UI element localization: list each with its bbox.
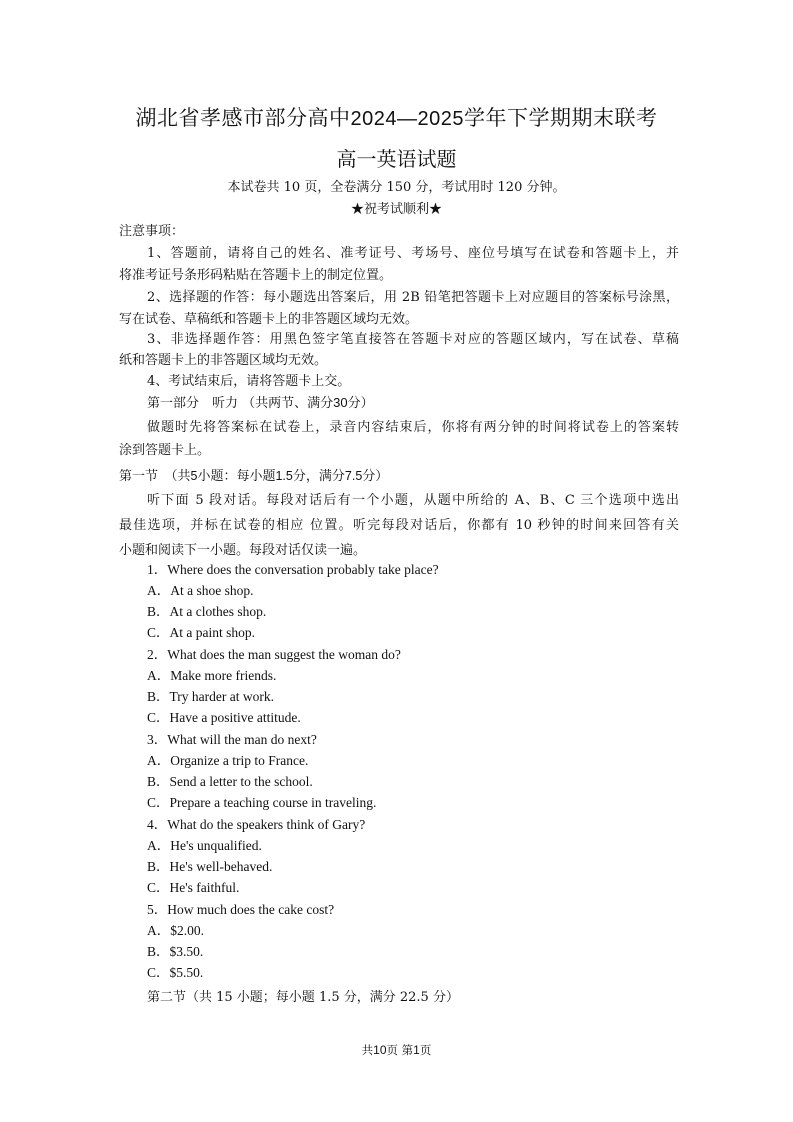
section1-total: 7.5 xyxy=(344,469,363,483)
section1-count: 5 xyxy=(190,469,198,483)
section1-post: 分） xyxy=(362,469,389,484)
question-4-option-c: C．He's faithful. xyxy=(147,880,240,895)
part1-instruction-line-2: 涂到答题卡上。 xyxy=(119,443,211,458)
part1-points: 30 xyxy=(333,395,348,410)
part1-heading-end: 分） xyxy=(347,396,374,411)
section1-each: 1.5 xyxy=(275,469,293,483)
question-5-option-c: C．$5.50. xyxy=(147,965,204,980)
part1-heading-text: 第一部分 听力 （共两节、满分 xyxy=(147,396,334,411)
question-1-option-a: A．At a shoe shop. xyxy=(147,583,254,598)
question-2-option-c: C．Have a positive attitude. xyxy=(147,710,301,725)
footer-current-page: 1 xyxy=(413,1043,420,1057)
question-3-option-a: A．Organize a trip to France. xyxy=(147,753,309,768)
note-1-line-1: 1、答题前，请将自己的姓名、准考证号、考场号、座位号填写在试卷和答题卡上，并 xyxy=(147,246,679,261)
question-3-option-c: C．Prepare a teaching course in traveling. xyxy=(147,795,377,810)
title-school: 湖北省孝感市部分高中 xyxy=(135,106,351,130)
question-1-option-b: B．At a clothes shop. xyxy=(147,604,267,619)
section1-pre: 第一节 （共 xyxy=(119,469,191,484)
question-5: 5．How much does the cake cost? xyxy=(147,902,335,917)
section1-instruction-line-2: 最佳选项，并标在试卷的相应 位置。听完每段对话后，你都有 10 秒钟的时间来回答有关 xyxy=(119,518,679,533)
note-2-line-1: 2、选择题的作答：每小题选出答案后，用 2B 铅笔把答题卡上对应题目的答案标号涂黑， xyxy=(147,290,679,305)
question-5-option-b: B．$3.50. xyxy=(147,944,204,959)
notes-heading: 注意事项： xyxy=(119,224,185,239)
section1-heading xyxy=(119,466,679,487)
question-2: 2．What does the man suggest the woman do? xyxy=(147,647,401,662)
section1-instruction-line-1: 听下面 5 段对话。每段对话后有一个小题，从题中所给的 A、B、C 三个选项中选出 xyxy=(147,493,679,508)
question-5-option-a: A．$2.00. xyxy=(147,923,204,938)
question-2-option-b: B．Try harder at work. xyxy=(147,689,274,704)
question-3-option-b: B．Send a letter to the school. xyxy=(147,774,313,789)
footer-mid: 页 第 xyxy=(386,1043,414,1057)
section2-heading: 第二节（共 15 小题；每小题 1.5 分，满分 22.5 分） xyxy=(147,990,459,1005)
page-subtitle: 高一英语试题 xyxy=(336,147,457,171)
footer-pre: 共 xyxy=(361,1043,374,1057)
question-1-option-c: C．At a paint shop. xyxy=(147,625,255,640)
note-3-line-1: 3、非选择题作答：用黑色签字笔直接答在答题卡对应的答题区域内，写在试卷、草稿 xyxy=(147,332,679,347)
note-4: 4、考试结束后，请将答题卡上交。 xyxy=(147,374,351,389)
note-2-line-2: 写在试卷、草稿纸和答题卡上的非答题区域均无效。 xyxy=(119,312,419,327)
section1-mid1: 小题：每小题 xyxy=(197,469,276,484)
note-3-line-2: 纸和答题卡上的非答题区域均无效。 xyxy=(119,353,328,368)
title-years: 2024—2025 xyxy=(350,108,464,130)
footer-post: 页 xyxy=(419,1043,432,1057)
question-3: 3．What will the man do next? xyxy=(147,732,317,747)
section1-instruction-line-3: 小题和阅读下一小题。每段对话仅读一遍。 xyxy=(119,543,367,558)
note-1-line-2: 将准考证号条形码粘贴在答题卡上的制定位置。 xyxy=(119,268,393,283)
part1-heading xyxy=(147,393,679,414)
title-term: 学年下学期期末联考 xyxy=(463,106,658,130)
question-4-option-b: B．He's well-behaved. xyxy=(147,859,273,874)
question-2-option-a: A．Make more friends. xyxy=(147,668,277,683)
good-luck: ★祝考试顺利★ xyxy=(350,202,442,217)
question-1: 1．Where does the conversation probably take place? xyxy=(147,562,439,577)
page-footer xyxy=(0,1042,793,1058)
footer-total-pages: 10 xyxy=(373,1043,387,1057)
question-4: 4．What do the speakers think of Gary? xyxy=(147,817,366,832)
question-4-option-a: A．He's unqualified. xyxy=(147,838,262,853)
part1-instruction-line-1: 做题时先将答案标在试卷上，录音内容结束后，你将有两分钟的时间将试卷上的答案转 xyxy=(147,420,679,435)
page-title xyxy=(0,104,793,133)
exam-info: 本试卷共 10 页，全卷满分 150 分，考试用时 120 分钟。 xyxy=(227,180,566,195)
section1-mid2: 分，满分 xyxy=(292,469,345,484)
